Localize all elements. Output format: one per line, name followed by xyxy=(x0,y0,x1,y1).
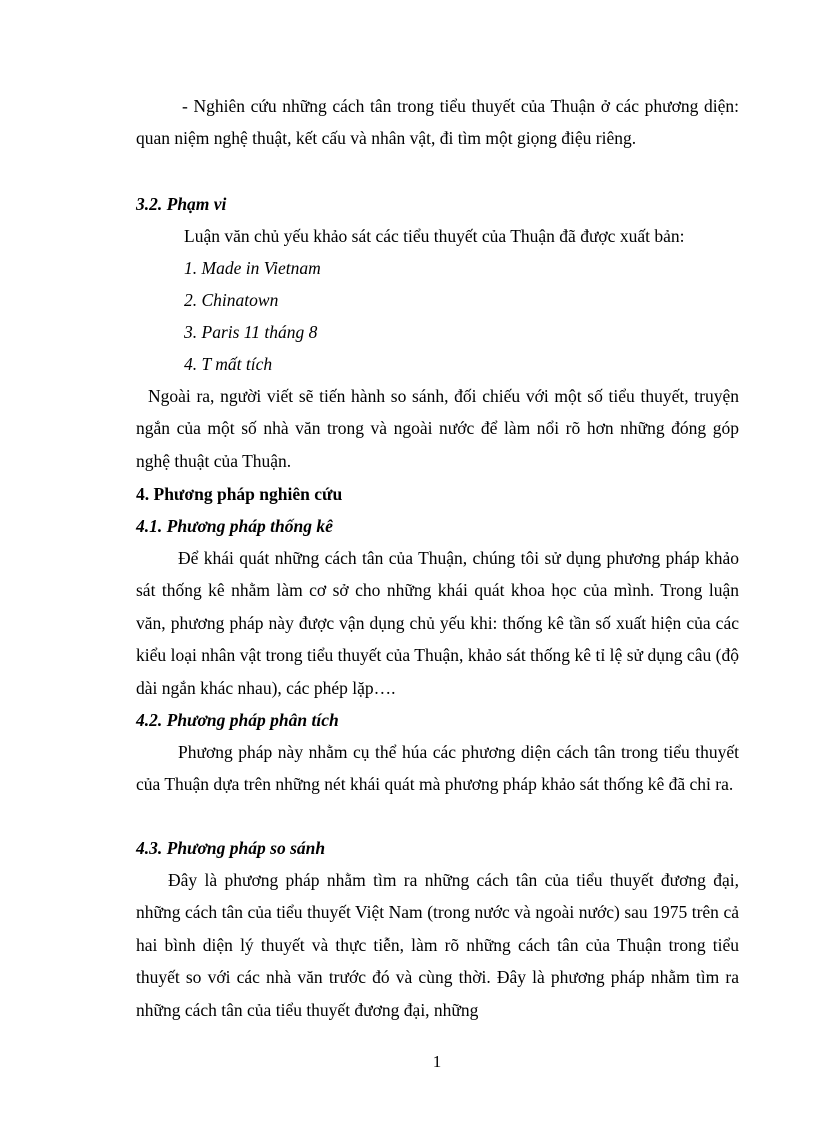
section-4-3-heading: 4.3. Phương pháp so sánh xyxy=(136,838,326,858)
scope-list-item: 1. Made in Vietnam xyxy=(184,258,321,278)
scope-list-item: 2. Chinatown xyxy=(184,290,279,310)
section-3-2-intro: Luận văn chủ yếu khảo sát các tiểu thuyết của Thuận đã được xuất bản: xyxy=(184,226,685,246)
section-4-1-body: Để khái quát những cách tân của Thuận, chúng tôi sử dụng phương pháp khảo sát thống kê nhằm làm cơ sở cho những khái quát khoa học của mình. Trong luận văn, phương pháp này được vận dụng chủ yếu khi: thống kê tần số xuất hiện của các kiểu loại nhân vật trong tiểu thuyết của Thuận, khảo sát thống kê tỉ lệ sử dụng câu (độ dài ngắn khác nhau), các phép lặp…. xyxy=(136,548,739,698)
section-4-3-body: Đây là phương pháp nhằm tìm ra những cách tân của tiểu thuyết đương đại, những cách tân của tiểu thuyết Việt Nam (trong nước và ngoài nước) sau 1975 trên cả hai bình diện lý thuyết và thực tiễn, làm rõ những cách tân của Thuận trong tiểu thuyết so với các nhà văn trước đó và cùng thời. Đây là phương pháp nhằm tìm ra những cách tân của tiểu thuyết đương đại, những xyxy=(136,870,739,1020)
section-4-2-body: Phương pháp này nhằm cụ thể húa các phương diện cách tân trong tiểu thuyết của Thuận dựa trên những nét khái quát mà phương pháp khảo sát thống kê đã chỉ ra. xyxy=(136,742,739,795)
page-number: 1 xyxy=(432,1052,442,1071)
section-3-2-after-paragraph: Ngoài ra, người viết sẽ tiến hành so sánh, đối chiếu với một số tiểu thuyết, truyện ngắn của một số nhà văn trong và ngoài nước để làm nổi rõ hơn những đóng góp nghệ thuật của Thuận. xyxy=(136,386,739,471)
scope-list-item: 3. Paris 11 tháng 8 xyxy=(184,322,318,342)
section-4-heading: 4. Phương pháp nghiên cứu xyxy=(136,484,343,504)
section-4-2-heading: 4.2. Phương pháp phân tích xyxy=(136,710,339,730)
scope-list-item: 4. T mất tích xyxy=(184,354,273,374)
intro-bullet-paragraph: - Nghiên cứu những cách tân trong tiểu thuyết của Thuận ở các phương diện: quan niệm nghệ thuật, kết cấu và nhân vật, đi tìm một giọng điệu riêng. xyxy=(136,96,739,149)
section-4-1-heading: 4.1. Phương pháp thống kê xyxy=(136,516,333,536)
section-3-2-heading: 3.2. Phạm vi xyxy=(136,194,227,214)
